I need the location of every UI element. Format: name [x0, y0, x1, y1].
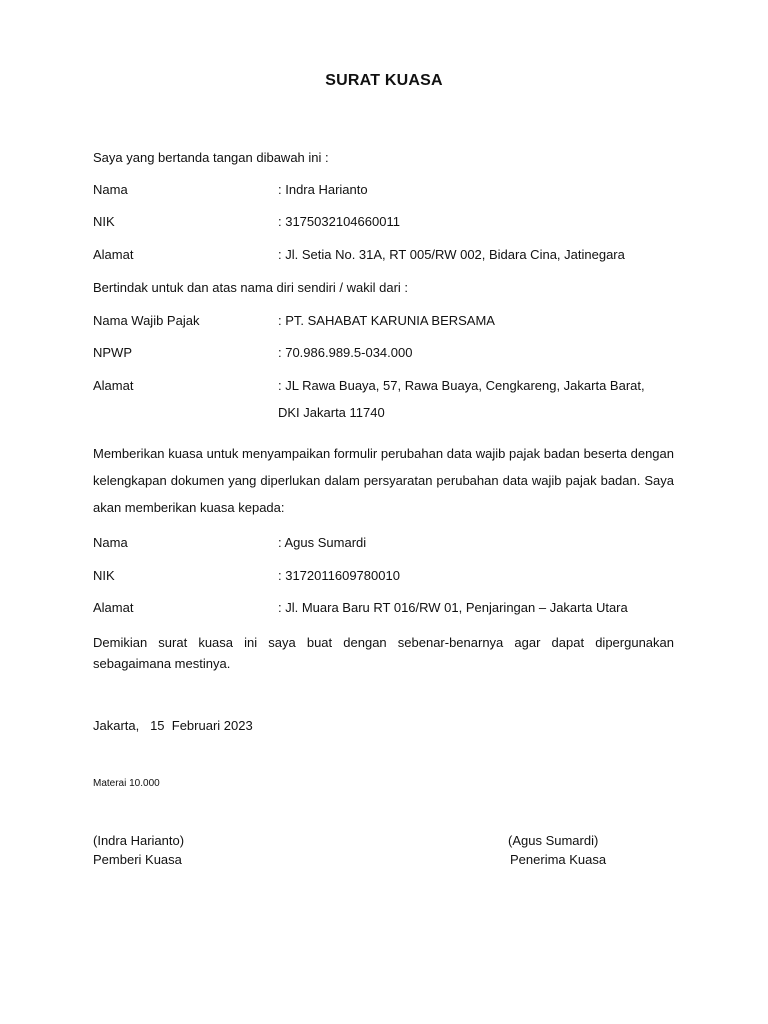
grantee-nik-value: : 3172011609780010: [278, 568, 400, 583]
company-name-row: [93, 313, 683, 331]
grantor-signature-name: (Indra Harianto): [93, 833, 185, 848]
place-date: Jakarta, 15 Februari 2023: [93, 718, 253, 733]
company-npwp-value: : 70.986.989.5-034.000: [278, 345, 413, 360]
company-address-value-line1: : JL Rawa Buaya, 57, Rawa Buaya, Cengkareng, Jakarta Barat,: [278, 378, 645, 393]
company-address-row: [93, 378, 683, 396]
company-address-row-2: [93, 405, 683, 423]
grantee-name-value: : Agus Sumardi: [278, 535, 367, 550]
company-address-label: Alamat: [93, 378, 134, 393]
grantee-signature-name: (Agus Sumardi): [508, 833, 599, 848]
document-title: SURAT KUASA: [325, 72, 443, 89]
grantor-signature-role: Pemberi Kuasa: [93, 852, 182, 867]
company-npwp-row: [93, 345, 683, 363]
intro-text: Saya yang bertanda tangan dibawah ini :: [93, 150, 329, 165]
company-name-value: : PT. SAHABAT KARUNIA BERSAMA: [278, 313, 495, 328]
grantee-address-label: Alamat: [93, 600, 134, 615]
mandate-paragraph: Memberikan kuasa untuk menyampaikan formulir perubahan data wajib pajak badan beserta dengan kelengkapan dokumen yang diperlukan dalam persyaratan perubahan data wajib pajak badan. Saya akan memberikan kuasa kepada:: [93, 446, 674, 515]
grantor-address-label: Alamat: [93, 247, 134, 262]
grantee-address-value: : Jl. Muara Baru RT 016/RW 01, Penjaringan – Jakarta Utara: [278, 600, 628, 615]
grantor-name-label: Nama: [93, 182, 128, 197]
grantee-name-row: [93, 535, 683, 553]
acting-on-behalf-text: Bertindak untuk dan atas nama diri sendiri / wakil dari :: [93, 280, 409, 295]
grantee-address-row: [93, 600, 683, 618]
closing-paragraph: Demikian surat kuasa ini saya buat dengan sebenar-benarnya agar dapat dipergunakan sebagaimana mestinya.: [93, 635, 674, 671]
grantor-name-row: [93, 182, 683, 200]
grantor-address-row: [93, 247, 683, 265]
grantee-name-label: Nama: [93, 535, 128, 550]
grantee-nik-label: NIK: [93, 568, 115, 583]
grantor-address-value: : Jl. Setia No. 31A, RT 005/RW 002, Bidara Cina, Jatinegara: [278, 247, 625, 262]
grantee-nik-row: [93, 568, 683, 586]
company-address-value-line2: DKI Jakarta 11740: [278, 405, 385, 420]
company-npwp-label: NPWP: [93, 345, 132, 360]
grantor-nik-row: [93, 214, 683, 232]
company-name-label: Nama Wajib Pajak: [93, 313, 200, 328]
grantor-nik-label: NIK: [93, 214, 115, 229]
stamp-note: Materai 10.000: [93, 778, 160, 789]
grantee-signature-role: Penerima Kuasa: [510, 852, 607, 867]
grantor-name-value: : Indra Harianto: [278, 182, 368, 197]
grantor-nik-value: : 3175032104660011: [278, 214, 400, 229]
